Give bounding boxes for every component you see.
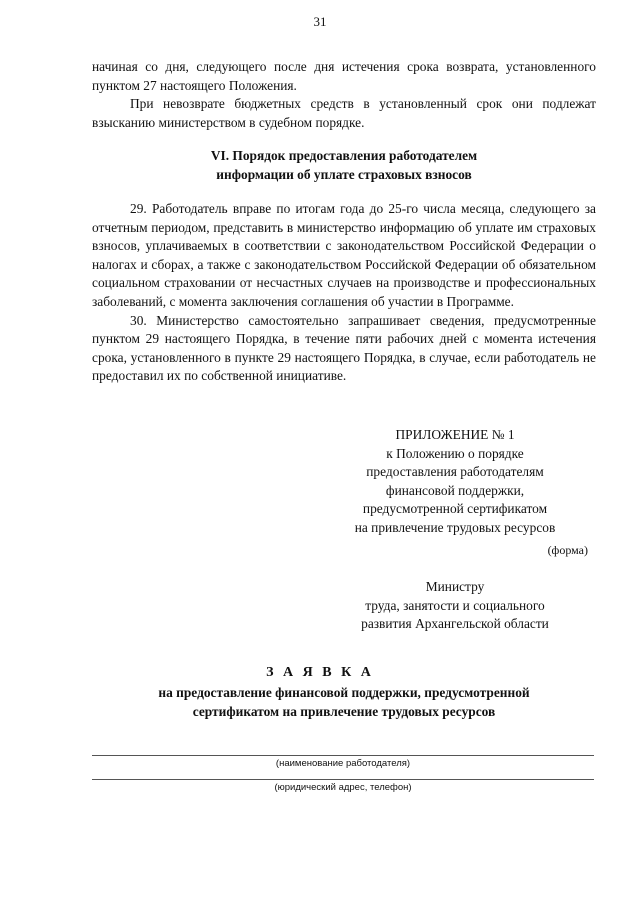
addressee-line: развития Архангельской области — [361, 616, 549, 632]
employer-name-line — [92, 755, 594, 756]
application-subtitle — [92, 684, 596, 721]
appendix-line: ПРИЛОЖЕНИЕ № 1 — [395, 427, 515, 442]
intro-paragraph-2: При невозврате бюджетных средств в установленный срок они подлежат взысканию министерством в судебном порядке. — [92, 96, 596, 130]
form-label: (форма) — [547, 543, 588, 557]
paragraph-30: 30. Министерство самостоятельно запрашивает сведения, предусмотренные пунктом 29 настоящего Порядка, в течение пяти рабочих дней с момента истечения срока, установленного в пункте 29 настоящего Порядка, в случае, если работодатель не предоставил их по собственной инициативе. — [92, 312, 596, 384]
legal-address-line — [92, 779, 594, 780]
addressee-line: Министру — [425, 579, 485, 594]
intro-block — [92, 58, 596, 132]
appendix-line: финансовой поддержки, — [385, 482, 525, 498]
appendix-line: предоставления работодателям — [366, 464, 544, 480]
addressee-block — [330, 578, 580, 634]
appendix-line: на привлечение трудовых ресурсов — [354, 519, 556, 535]
section-heading — [92, 147, 596, 184]
page-number: 31 — [313, 14, 327, 29]
section-heading-line-2: информации об уплате страховых взносов — [216, 166, 472, 182]
section-heading-line-1: VI. Порядок предоставления работодателем — [210, 148, 478, 163]
appendix-line: к Положению о порядке — [386, 445, 524, 461]
paragraph-29: 29. Работодатель вправе по итогам года до 25-го числа месяца, следующего за отчетным периодом, представить в министерство информацию об уплате им страховых взносов, уплачиваемых в соответствии с законодательством Российской Федерации о налогах и сборах, а также с законодательством Российской Федерации об обязательном социальном страховании от несчастных случаев на производстве и профессиональных заболеваний, с момента заключения соглашения об участии в Программе. — [92, 201, 596, 309]
application-subtitle-line-1: на предоставление финансовой поддержки, предусмотренной — [158, 685, 530, 700]
appendix-header — [330, 426, 580, 538]
legal-address-label: (юридический адрес, телефон) — [274, 782, 412, 793]
employer-name-label: (наименование работодателя) — [275, 758, 411, 769]
intro-paragraph-1: начиная со дня, следующего после дня истечения срока возврата, установленного пунктом 27 настоящего Положения. — [92, 59, 596, 93]
application-subtitle-line-2: сертификатом на привлечение трудовых ресурсов — [192, 703, 496, 719]
section-body — [92, 200, 596, 386]
appendix-line: предусмотренной сертификатом — [362, 501, 548, 517]
application-title: З А Я В К А — [266, 665, 374, 680]
addressee-line: труда, занятости и социального — [365, 597, 545, 613]
